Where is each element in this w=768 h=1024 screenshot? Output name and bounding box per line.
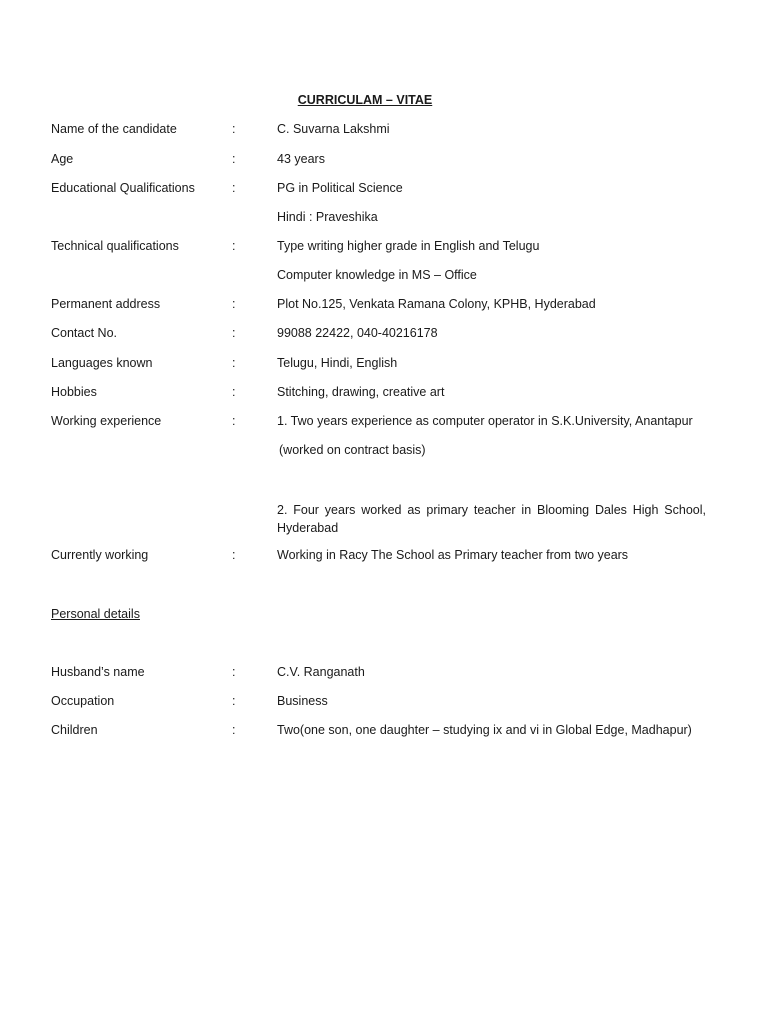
field-label: Age [51,152,74,166]
field-label: Husband’s name [51,665,145,679]
field-label: Occupation [51,694,115,708]
field-value: Business [277,694,328,708]
row-education [51,181,711,199]
field-label: Languages known [51,356,153,370]
row-husband [51,665,711,683]
field-label: Contact No. [51,326,118,340]
row-age [51,152,711,170]
field-label: Working experience [51,414,162,428]
field-value: Plot No.125, Venkata Ramana Colony, KPHB, Hyderabad [277,297,596,311]
row-technical [51,239,711,257]
field-separator: : [232,723,236,737]
field-label: Children [51,723,98,737]
field-label: Currently working [51,548,149,562]
field-separator: : [232,694,236,708]
row-hobbies [51,385,711,403]
field-separator: : [232,122,236,136]
field-value: Two(one son, one daughter – studying ix and vi in Global Edge, Madhapur) [277,723,692,737]
field-value: 43 years [277,152,325,166]
row-contact [51,326,711,344]
field-separator: : [232,385,236,399]
row-occupation [51,694,711,712]
field-value: (worked on contract basis) [279,443,426,457]
row-address [51,297,711,315]
row-experience [51,414,711,432]
row-name [51,122,711,140]
row-current-work [51,548,711,566]
field-value: 1. Two years experience as computer operator in S.K.University, Anantapur [277,414,693,428]
field-value: Telugu, Hindi, English [277,356,398,370]
field-separator: : [232,356,236,370]
row-children [51,723,711,741]
row-technical-continued [51,268,711,286]
field-value: Working in Racy The School as Primary teacher from two years [277,548,629,562]
document-title: CURRICULAM – VITAE [297,93,433,107]
field-value: Type writing higher grade in English and Telugu [277,239,540,253]
row-experience-note [51,443,711,461]
field-label: Technical qualifications [51,239,179,253]
row-experience-second [51,501,711,537]
field-label: Name of the candidate [51,122,177,136]
row-education-continued [51,210,711,228]
field-value: 2. Four years worked as primary teacher in Blooming Dales High School, Hyderabad [277,503,706,535]
field-value: C.V. Ranganath [277,665,365,679]
field-separator: : [232,414,236,428]
field-separator: : [232,152,236,166]
personal-details-heading: Personal details [51,607,140,621]
field-separator: : [232,665,236,679]
field-label: Permanent address [51,297,161,311]
field-value: C. Suvarna Lakshmi [277,122,390,136]
field-separator: : [232,181,236,195]
field-label: Educational Qualifications [51,181,195,195]
field-separator: : [232,326,236,340]
field-value: Hindi : Praveshika [277,210,378,224]
field-separator: : [232,548,236,562]
field-separator: : [232,239,236,253]
field-value: Stitching, drawing, creative art [277,385,445,399]
field-separator: : [232,297,236,311]
field-value: 99088 22422, 040-40216178 [277,326,438,340]
field-label: Hobbies [51,385,97,399]
field-value: Computer knowledge in MS – Office [277,268,477,282]
row-languages [51,356,711,374]
field-value: PG in Political Science [277,181,403,195]
